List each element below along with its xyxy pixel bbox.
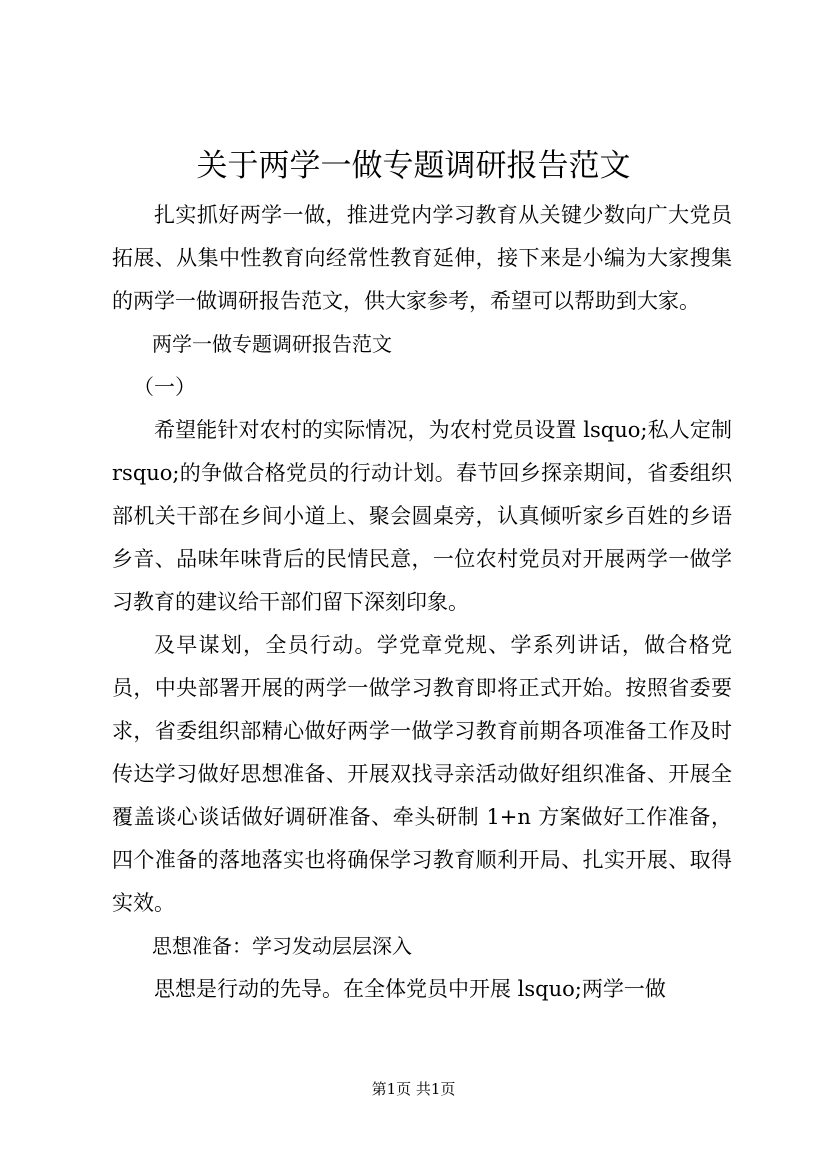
page-footer: 第1页 共1页 [371, 1080, 456, 1098]
document-title: 关于两学一做专题调研报告范文 [196, 148, 631, 184]
paragraph-body-3: 思想是行动的先导。在全体党员中开展 lsquo;两学一做 [154, 977, 666, 1001]
paragraph-intro: 扎实抓好两学一做，推进党内学习教育从关键少数向广大党员拓展、从集中性教育向经常性教育延伸，接下来是小编为大家搜集的两学一做调研报告范文，供大家参考，希望可以帮助到大家。 [112, 203, 732, 313]
paragraph-heading: 两学一做专题调研报告范文 [152, 332, 392, 356]
document-body [112, 194, 732, 1011]
paragraph-body-1: 希望能针对农村的实际情况，为农村党员设置 lsquo;私人定制 rsquo;的争做合格党员的行动计划。春节回乡探亲期间，省委组织部机关干部在乡间小道上、聚会圆桌旁，认真倾听家乡百姓的乡语乡音、品味年味背后的民情民意，一位农村党员对开展两学一做学习教育的建议给干部们留下深刻印象。 [112, 418, 732, 614]
paragraph-subheading: 思想准备：学习发动层层深入 [152, 934, 412, 958]
paragraph-section-number: （一） [133, 375, 196, 399]
paragraph-body-2: 及早谋划，全员行动。学党章党规、学系列讲话，做合格党员，中央部署开展的两学一做学习教育即将正式开始。按照省委要求，省委组织部精心做好两学一做学习教育前期各项准备工作及时传达学习做好思想准备、开展双找寻亲活动做好组织准备、开展全覆盖谈心谈话做好调研准备、牵头研制 1+n 方案做好工作准备，四个准备的落地落实也将确保学习教育顺利开局、扎实开展、取得实效。 [112, 633, 732, 915]
